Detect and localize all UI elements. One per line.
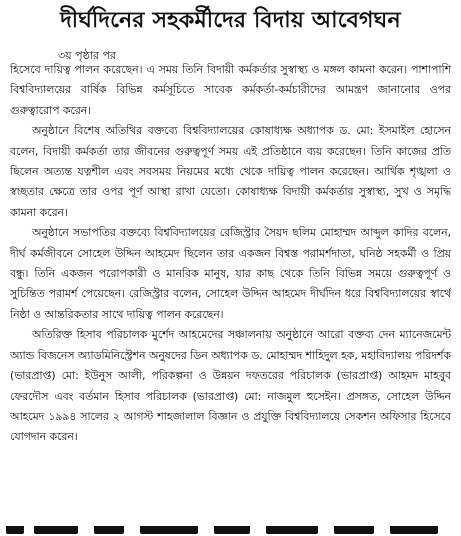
headline: দীর্ঘদিনের সহকর্মীদের বিদায় আবেগঘন — [60, 7, 401, 33]
paragraph: অতিরিক্ত হিসাব পরিচালক মুর্শেদ আহমেদের সঞ্চালনায় অনুষ্ঠানে আরো বক্তব্য দেন ম্যানেজমেন্ট অ্যান্ড বিজনেস অ্যাডমিনিস্ট্রেশন অনুষদের ডিন অধ্যাপক ড. মোহাম্মদ শাহিদুল হক, মহাবিদ্যালয় পরিদর্শক (ভারপ্রাপ্ত) মো: ইউনুস আলী, পরিকল্পনা ও উন্নয়ন দফতরের পরিচালক (ভারপ্রাপ্ত) আহমদ মাহবুব ফেরদৌস এবং বর্তমান হিসাব পরিচালক (ভারপ্রাপ্ত) মো: নাজমুল হুসেইন। প্রসঙ্গত, সোহেল উদ্দিন আহমেদ ১৯৯৪ সালের ২ আগস্ট শাহজালাল বিজ্ঞান ও প্রযুক্তি বিশ্ববিদ্যালয়ে সেকশন অফিসার হিসেবে যোগদান করেন। — [10, 328, 451, 444]
paragraph: হিসেবে দায়িত্ব পালন করেছেন। এ সময় তিনি বিদায়ী কর্মকর্তার সুস্বাস্থ্য ও মঙ্গল কামনা করেন। পাশাপাশি বিশ্ববিদ্যালয়ের বার্ষিক বিভিন্ন কর্মসূচিতে সাবেক কর্মকর্তা-কর্মচারীদের আমন্ত্রণ জানানোর ওপর গুরুত্বারোপ করেন। — [10, 63, 451, 117]
article-body — [10, 60, 451, 522]
paragraph: অনুষ্ঠানে সভাপতির বক্তব্যে বিশ্ববিদ্যালয়ের রেজিস্ট্রার সৈয়দ ছলিম মোহাম্মদ আব্দুল কাদির বলেন, দীর্ঘ কর্মজীবনে সোহেল উদ্দিন আহমেদ ছিলেন তার একজন বিশ্বস্ত পরামর্শদাতা, ঘনিষ্ঠ সহকর্মী ও প্রিয় বন্ধু। তিনি একজন পরোপকারী ও মানবিক মানুষ, যার কাছ থেকে তিনি বিভিন্ন সময়ে গুরুত্বপূর্ণ ও সুচিন্তিত পরামর্শ পেয়েছেন। রেজিস্ট্রার বলেন, সোহেল উদ্দিন আহমেদ দীর্ঘদিন ধরে বিশ্ববিদ্যালয়ের স্বার্থে নিষ্ঠা ও আন্তরিকতার সাথে দায়িত্ব পালন করেছেন। — [10, 226, 451, 321]
cut-off-next-headline — [0, 526, 461, 536]
paragraph: অনুষ্ঠানে বিশেষ অতিথির বক্তব্যে বিশ্ববিদ্যালয়ের কোষাধ্যক্ষ অধ্যাপক ড. মো: ইসমাইল হোসেন বলেন, বিদায়ী কর্মকর্তা তার জীবনের গুরুত্বপূর্ণ সময় এই প্রতিষ্ঠানে ব্যয় করেছেন। তিনি কাজের প্রতি ছিলেন অত্যন্ত যত্নশীল এবং সবসময় নিয়মের মধ্যে থেকে দায়িত্ব পালন করেছেন। আর্থিক শৃঙ্খলা ও স্বচ্ছতার ক্ষেত্রে তার ওপর পূর্ণ আস্থা রাখা যেতো। কোষাধ্যক্ষ বিদায়ী কর্মকর্তার সুস্বাস্থ্য, সুখ ও সমৃদ্ধি কামনা করেন। — [10, 124, 451, 219]
continued-from-label: ৩য় পৃষ্ঠার পর — [58, 49, 117, 62]
